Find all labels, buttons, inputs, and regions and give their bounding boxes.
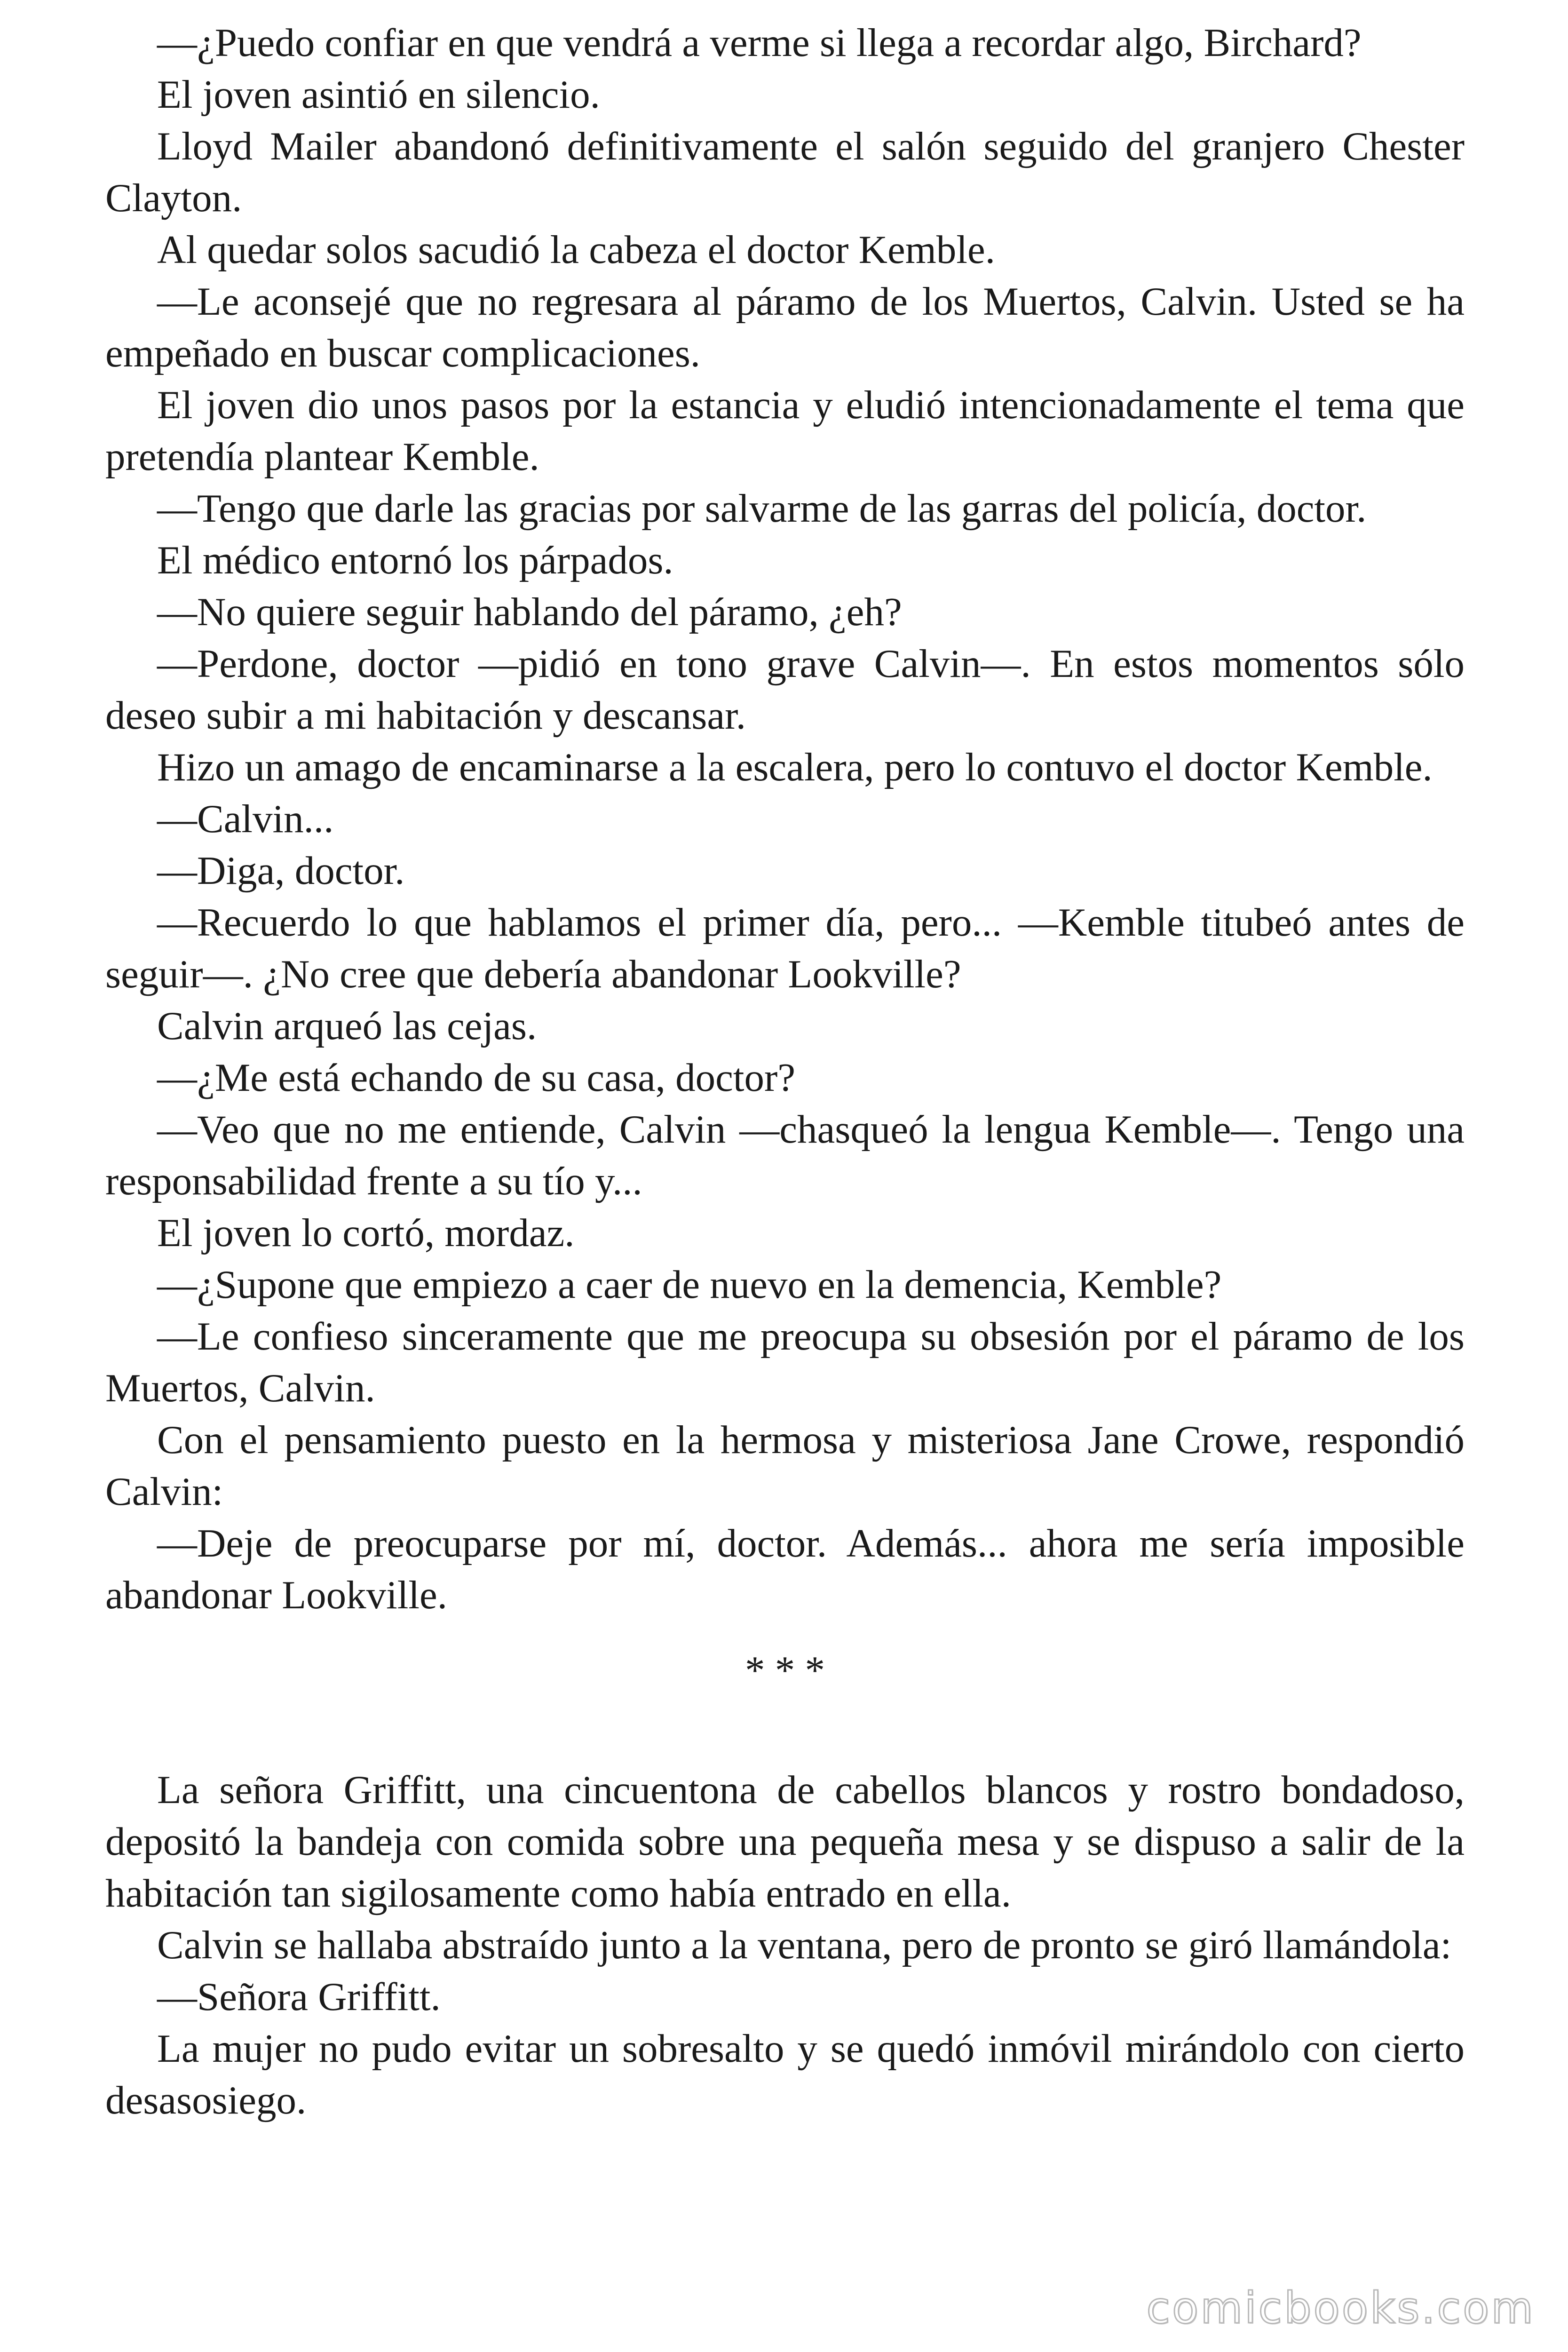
paragraph: —Diga, doctor. bbox=[157, 849, 405, 893]
paragraph: Hizo un amago de encaminarse a la escalera, pero lo contuvo el doctor Kemble. bbox=[157, 745, 1433, 789]
paragraph: —Tengo que darle las gracias por salvarme de las garras del policía, doctor. bbox=[157, 486, 1367, 531]
text-column bbox=[105, 17, 1465, 2126]
paragraph: El médico entornó los párpados. bbox=[157, 538, 673, 582]
paragraph: —Veo que no me entiende, Calvin —chasqueó la lengua Kemble—. Tengo una responsabilidad frente a su tío y... bbox=[105, 1107, 1465, 1203]
paragraph: Con el pensamiento puesto en la hermosa y misteriosa Jane Crowe, respondió Calvin: bbox=[105, 1418, 1465, 1514]
paragraph: —Calvin... bbox=[157, 797, 334, 841]
paragraph: Al quedar solos sacudió la cabeza el doctor Kemble. bbox=[157, 228, 995, 272]
paragraph: —Le confieso sinceramente que me preocupa su obsesión por el páramo de los Muertos, Calvin. bbox=[105, 1314, 1465, 1410]
paragraph: Calvin se hallaba abstraído junto a la ventana, pero de pronto se giró llamándola: bbox=[157, 1923, 1452, 1967]
paragraph: —Señora Griffitt. bbox=[157, 1975, 441, 2019]
paragraph: —¿Puedo confiar en que vendrá a verme si llega a recordar algo, Birchard? bbox=[157, 21, 1362, 65]
paragraph: Calvin arqueó las cejas. bbox=[157, 1004, 537, 1048]
paragraphs-before-break bbox=[105, 17, 1465, 1621]
paragraph: La mujer no pudo evitar un sobresalto y se quedó inmóvil mirándolo con cierto desasosiego. bbox=[105, 2026, 1465, 2122]
paragraph: —¿Supone que empiezo a caer de nuevo en la demencia, Kemble? bbox=[157, 1263, 1222, 1307]
paragraph: La señora Griffitt, una cincuentona de cabellos blancos y rostro bondadoso, depositó la bandeja con comida sobre una pequeña mesa y se dispuso a salir de la habitación tan sigilosamente como había entrado en ella. bbox=[105, 1768, 1465, 1915]
paragraph: —No quiere seguir hablando del páramo, ¿eh? bbox=[157, 590, 902, 634]
section-break: * * * bbox=[745, 1648, 825, 1692]
paragraph: El joven asintió en silencio. bbox=[157, 72, 600, 117]
paragraph: El joven lo cortó, mordaz. bbox=[157, 1211, 575, 1255]
paragraph: —Le aconsejé que no regresara al páramo de los Muertos, Calvin. Usted se ha empeñado en buscar complicaciones. bbox=[105, 279, 1465, 375]
paragraph: —¿Me está echando de su casa, doctor? bbox=[157, 1056, 796, 1100]
paragraph: —Deje de preocuparse por mí, doctor. Además... ahora me sería imposible abandonar Lookville. bbox=[105, 1521, 1465, 1617]
paragraph: —Recuerdo lo que hablamos el primer día, pero... —Kemble titubeó antes de seguir—. ¿No cree que debería abandonar Lookville? bbox=[105, 900, 1465, 996]
paragraph: El joven dio unos pasos por la estancia y eludió intencionadamente el tema que pretendía plantear Kemble. bbox=[105, 383, 1465, 479]
watermark-logo: comicbooks.com bbox=[1146, 2283, 1535, 2333]
paragraph: —Perdone, doctor —pidió en tono grave Calvin—. En estos momentos sólo deseo subir a mi habitación y descansar. bbox=[105, 642, 1465, 738]
paragraphs-after-break bbox=[105, 1764, 1465, 2126]
paragraph: Lloyd Mailer abandonó definitivamente el salón seguido del granjero Chester Clayton. bbox=[105, 124, 1465, 220]
